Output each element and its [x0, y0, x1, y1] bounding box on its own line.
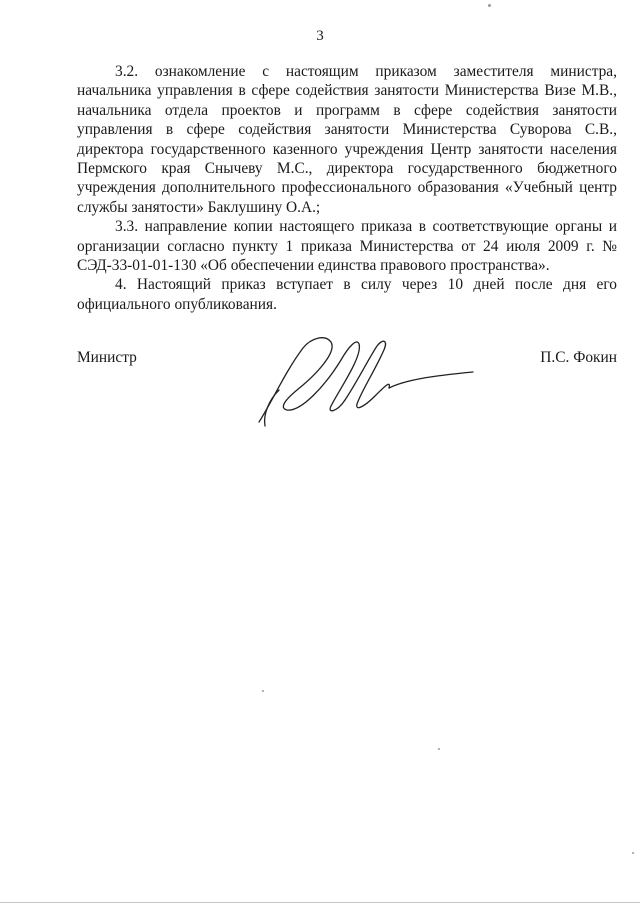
signer-name: П.С. Фокин	[540, 349, 617, 366]
paragraph-4: 4. Настоящий приказ вступает в силу через 10 дней после дня его официального опубликования.	[77, 276, 617, 313]
scan-speck	[438, 748, 440, 750]
paragraph-3-3: 3.3. направление копии настоящего приказа в соответствующие органы и организации согласно пункту 1 приказа Министерства от 24 июля 2009 г. № СЭД-33-01-01-130 «Об обеспечении единства правового пространства».	[77, 218, 617, 275]
paragraph-3-2: 3.2. ознакомление с настоящим приказом заместителя министра, начальника управления в сфере содействия занятости Министерства Визе М.В., начальника отдела проектов и программ в сфере содействия занятости управления в сфере содействия занятости Министерства Суворова С.В., директора государственного казенного учреждения Центр занятости населения Пермского края Снычеву М.С., директора государственного бюджетного учреждения дополнительного профессионального образования «Учебный центр службы занятости» Баклушину О.А.;	[77, 63, 617, 216]
signer-role: Министр	[77, 349, 137, 366]
page-number: 3	[316, 28, 324, 44]
scan-speck	[488, 4, 491, 7]
order-text	[77, 62, 617, 314]
scan-speck	[262, 690, 264, 692]
scan-speck	[632, 852, 634, 854]
scan-edge	[0, 902, 640, 903]
handwritten-signature	[245, 330, 475, 430]
